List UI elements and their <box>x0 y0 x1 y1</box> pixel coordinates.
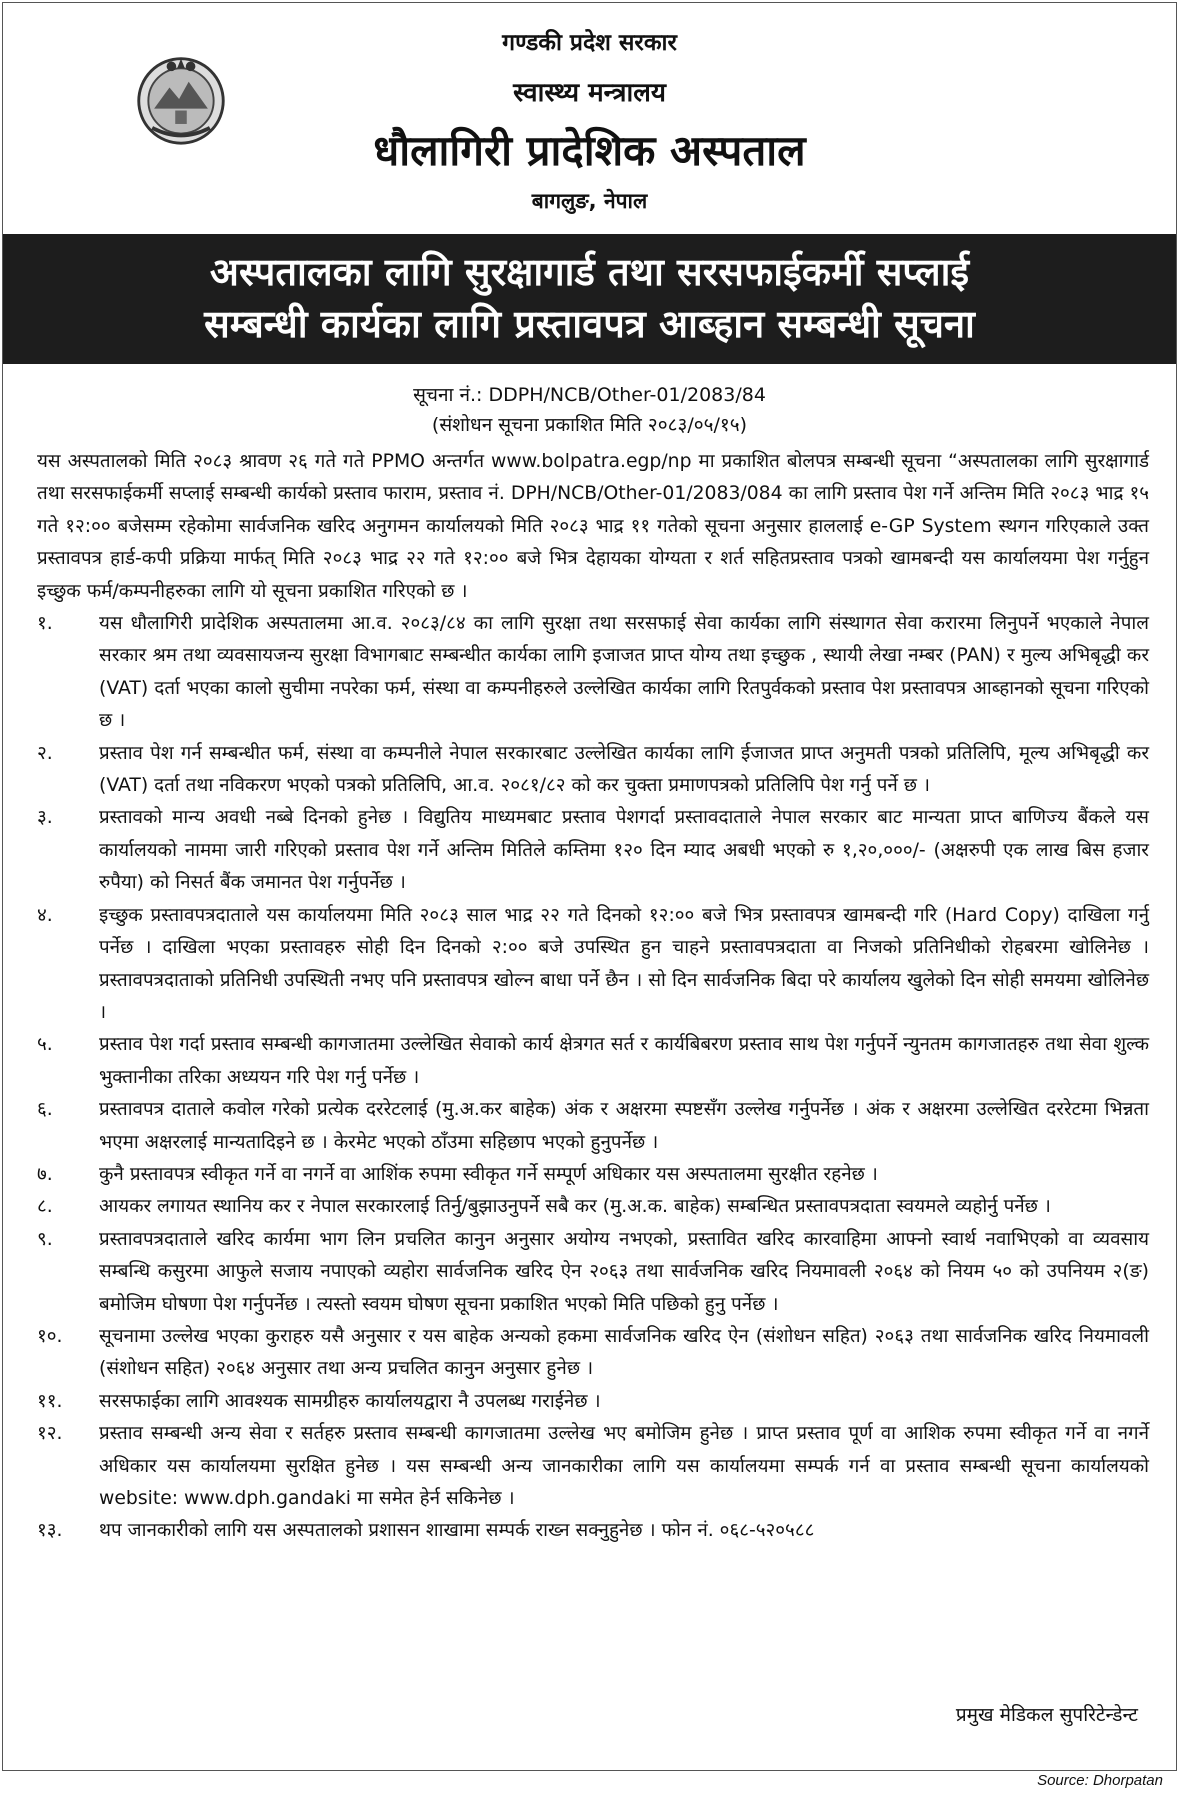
item-number: ८. <box>37 1196 53 1218</box>
item-text: यस धौलागिरी प्रादेशिक अस्पतालमा आ.व. २०८३/८४ का लागि सुरक्षा तथा सरसफाई सेवा कार्यका लागि संस्थागत सेवा करारमा लिनुपर्ने भएकाले नेपाल सरकार श्रम तथा व्यवसायजन्य सुरक्षा विभागबाट सम्बन्धीत कार्यका लागि इजाजत प्राप्त योग्य तथा इच्छुक , स्थायी लेखा नम्बर (PAN) र मुल्य अभिबृद्धी कर (VAT) दर्ता भएका कालो सुचीमा नपरेका फर्म, संस्था वा कम्पनीहरुले उल्लेखित कार्यका लागि रितपुर्वकको प्रस्ताव पेश प्रस्तावपत्र आब्हानको सूचना गरिएको छ । <box>99 613 1149 732</box>
notice-title-line-1: अस्पतालका लागि सुरक्षागार्ड तथा सरसफाईकर्मी सप्लाई <box>209 250 970 294</box>
item-text: इच्छुक प्रस्तावपत्रदाताले यस कार्यालयमा मिति २०८३ साल भाद्र २२ गते दिनको १२:०० बजे भित्र प्रस्तावपत्र खामबन्दी गरि (Hard Copy) दाखिला गर्नु पर्नेछ । दाखिला भएका प्रस्तावहरु सोही दिन दिनको २:०० बजे उपस्थित हुन चाहने प्रस्तावपत्रदाता वा निजको प्रतिनिधीको रोहबरमा खोलिनेछ । प्रस्तावपत्रदाताको प्रतिनिधी उपस्थिती नभए पनि प्रस्तावपत्र खोल्न बाधा पर्ने छैन । सो दिन सार्वजनिक बिदा परे कार्यालय खुलेको दिन सोही समयमा खोलिनेछ । <box>99 904 1149 1023</box>
item-number: ६. <box>37 1099 53 1121</box>
list-item <box>37 1515 1149 1547</box>
list-item <box>37 1094 1149 1159</box>
conditions-list <box>37 608 1149 1548</box>
item-number: ३. <box>37 807 53 829</box>
notice-body <box>37 446 1149 1548</box>
notice-title-line-2: सम्बन्धी कार्यका लागि प्रस्तावपत्र आब्हान सम्बन्धी सूचना <box>204 302 975 346</box>
item-number: १. <box>37 613 53 635</box>
item-number: ९. <box>37 1228 53 1250</box>
list-item <box>37 1418 1149 1515</box>
hospital-name: धौलागिरी प्रादेशिक अस्पताल <box>373 126 806 175</box>
notice-number: सूचना नं.: DDPH/NCB/Other-01/2083/84 <box>413 384 766 406</box>
list-item <box>37 802 1149 899</box>
item-text: आयकर लगायत स्थानिय कर र नेपाल सरकारलाई तिर्नु/बुझाउनुपर्ने सबै कर (मु.अ.क. बाहेक) सम्बन्धित प्रस्तावपत्रदाता स्वयमले व्यहोर्नु पर्नेछ । <box>99 1196 1051 1218</box>
list-item <box>37 1224 1149 1321</box>
source-credit: Source: Dhorpatan <box>1037 1772 1163 1789</box>
item-text: प्रस्तावको मान्य अवधी नब्बे दिनको हुनेछ । विद्युतिय माध्यमबाट प्रस्ताव पेशगर्दा प्रस्तावदाताले नेपाल सरकार बाट मान्यता प्राप्त बाणिज्य बैंकले यस कार्यालयको नाममा जारी गरिएको प्रस्ताव पेश गर्ने अन्तिम मितिले कम्तिमा १२० दिन म्याद अबधी भएको रु १,२०,०००/- (अक्षरुपी एक लाख बिस हजार रुपैया) को निसर्त बैंक जमानत पेश गर्नुपर्नेछ । <box>99 807 1149 894</box>
item-text: प्रस्तावपत्र दाताले कवोल गरेको प्रत्येक दररेटलाई (मु.अ.कर बाहेक) अंक र अक्षरमा स्पष्टसँग उल्लेख गर्नुपर्नेछ । अंक र अक्षरमा उल्लेखित दररेटमा भिन्नता भएमा अक्षरलाई मान्यतादिइने छ । केरमेट भएको ठाँउमा सहिछाप भएको हुनुपर्नेछ । <box>99 1099 1149 1153</box>
government-name: गण्डकी प्रदेश सरकार <box>502 30 677 56</box>
item-number: १०. <box>37 1325 63 1347</box>
item-number: २. <box>37 742 53 764</box>
list-item <box>37 608 1149 738</box>
item-number: ११. <box>37 1390 63 1412</box>
item-number: १२. <box>37 1423 63 1445</box>
item-text: प्रस्ताव पेश गर्न सम्बन्धीत फर्म, संस्था वा कम्पनीले नेपाल सरकारबाट उल्लेखित कार्यका लागि ईजाजत प्राप्त अनुमती पत्रको प्रतिलिपि, मूल्य अभिबृद्धी कर (VAT) दर्ता तथा नविकरण भएको पत्रको प्रतिलिपि, आ.व. २०८१/८२ को कर चुक्ता प्रमाणपत्रको प्रतिलिपि पेश गर्नु पर्ने छ । <box>99 742 1149 797</box>
list-item <box>37 900 1149 1030</box>
item-text: थप जानकारीको लागि यस अस्पतालको प्रशासन शाखामा सम्पर्क राख्न सक्नुहुनेछ । फोन नं. ०६८-५२०५८८ <box>99 1520 815 1542</box>
item-number: १३. <box>37 1520 63 1542</box>
item-number: ७. <box>37 1163 53 1185</box>
item-text: प्रस्तावपत्रदाताले खरिद कार्यमा भाग लिन प्रचलित कानुन अनुसार अयोग्य नभएको, प्रस्तावित खरिद कारवाहिमा आफ्नो स्वार्थ नवाभिएको वा व्यवसाय सम्बन्धि कसुरमा आफुले सजाय नपाएको व्यहोरा सार्वजनिक खरिद ऐन २०६३ तथा सार्वजनिक खरिद नियमावली २०६४ को नियम ५० को उपनियम २(ङ) बमोजिम घोषणा पेश गर्नुपर्नेछ । त्यस्तो स्वयम घोषण सूचना प्रकाशित भएको मिति पछिको हुनु पर्नेछ । <box>99 1228 1149 1315</box>
revision-date: (संशोधन सूचना प्रकाशित मिति २०८३/०५/१५) <box>431 414 748 436</box>
item-number: ४. <box>37 904 53 926</box>
list-item <box>37 1386 1149 1418</box>
item-text: प्रस्ताव सम्बन्धी अन्य सेवा र सर्तहरु प्रस्ताव सम्बन्धी कागजातमा उल्लेख भए बमोजिम हुनेछ । प्राप्त प्रस्ताव पूर्ण वा आशिक रुपमा स्वीकृत गर्ने वा नगर्ने अधिकार यस कार्यालयमा सुरक्षित हुनेछ । यस सम्बन्धी अन्य जानकारीका लागि यस कार्यालयमा सम्पर्क गर्न वा प्रस्ताव सम्बन्धी सूचना कार्यालयको website: www.dph.gandaki मा समेत हेर्न सकिनेछ । <box>99 1423 1149 1509</box>
intro-paragraph: यस अस्पतालको मिति २०८३ श्रावण २६ गते गते PPMO अन्तर्गत www.bolpatra.egp/np मा प्रकाशित बोलपत्र सम्बन्धी सूचना “अस्पतालका लागि सुरक्षागार्ड तथा सरसफाईकर्मी सप्लाई सम्बन्धी कार्यको प्रस्ताव फाराम, प्रस्ताव नं. DPH/NCB/Other-01/2083/084 का लागि प्रस्ताव पेश गर्ने अन्तिम मिति २०८३ भाद्र १५ गते १२:०० बजेसम्म रहेकोमा सार्वजनिक खरिद अनुगमन कार्यालयको मिति २०८३ भाद्र ११ गतेको सूचना अनुसार हाललाई e-GP System स्थगन गरिएकाले उक्त प्रस्तावपत्र हार्ड-कपी प्रक्रिया मार्फत् मिति २०८३ भाद्र २२ गते १२:०० बजे भित्र देहायका योग्यता र शर्त सहितप्रस्ताव पत्रको खामबन्दी यस कार्यालयमा पेश गर्नुहुन इच्छुक फर्म/कम्पनीहरुका लागि यो सूचना प्रकाशित गरिएको छ । <box>37 451 1149 602</box>
list-item <box>37 1321 1149 1386</box>
signatory: प्रमुख मेडिकल सुपरिटेन्डेन्ट <box>955 1704 1138 1726</box>
list-item <box>37 1159 1149 1191</box>
letterhead <box>3 3 1176 231</box>
item-text: कुनै प्रस्तावपत्र स्वीकृत गर्ने वा नगर्ने वा आशिंक रुपमा स्वीकृत गर्ने सम्पूर्ण अधिकार यस अस्पतालमा सुरक्षीत रहनेछ । <box>99 1163 878 1185</box>
list-item <box>37 1191 1149 1223</box>
notice-document <box>2 2 1177 1771</box>
notice-reference <box>3 380 1176 440</box>
list-item <box>37 1029 1149 1094</box>
item-text: प्रस्ताव पेश गर्दा प्रस्ताव सम्बन्धी कागजातमा उल्लेखित सेवाको कार्य क्षेत्रगत सर्त र कार्यबिबरण प्रस्ताव साथ पेश गर्नुपर्ने न्युनतम कागजातहरु तथा सेवा शुल्क भुक्तानीका तरिका अध्ययन गरि पेश गर्नु पर्नेछ । <box>99 1034 1149 1088</box>
hospital-location: बागलुङ, नेपाल <box>531 189 648 213</box>
item-text: सूचनामा उल्लेख भएका कुराहरु यसै अनुसार र यस बाहेक अन्यको हकमा सार्वजनिक खरिद ऐन (संशोधन सहित) २०६३ तथा सार्वजनिक खरिद नियमावली (संशोधन सहित) २०६४ अनुसार तथा अन्य प्रचलित कानुन अनुसार हुनेछ । <box>99 1325 1149 1380</box>
item-number: ५. <box>37 1034 53 1056</box>
notice-title-banner <box>3 234 1176 364</box>
ministry-name: स्वास्थ्य मन्त्रालय <box>513 78 666 108</box>
item-text: सरसफाईका लागि आवश्यक सामग्रीहरु कार्यालयद्वारा नै उपलब्ध गराईनेछ । <box>99 1390 601 1412</box>
list-item <box>37 738 1149 803</box>
